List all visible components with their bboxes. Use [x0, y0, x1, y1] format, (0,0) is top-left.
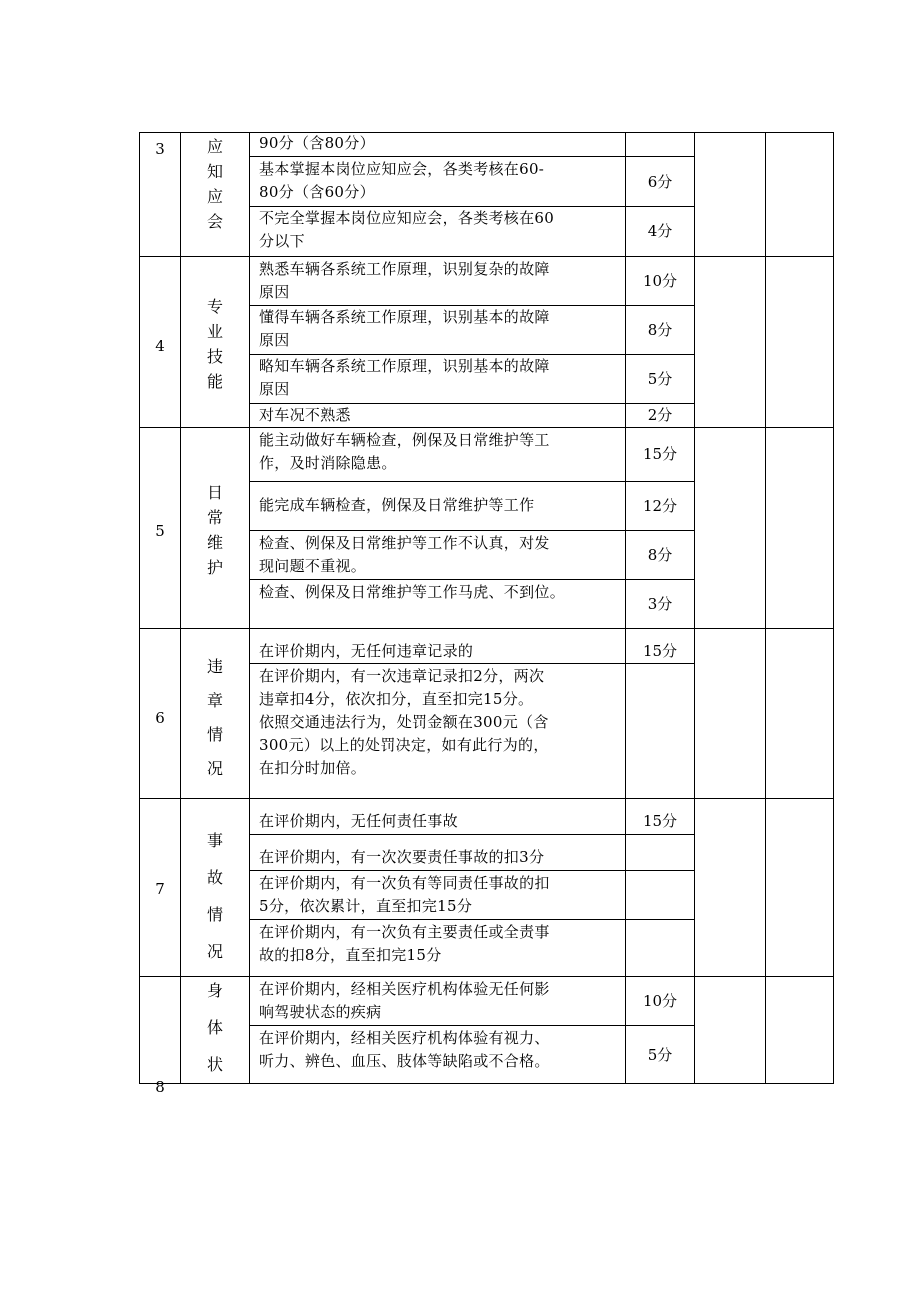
criterion-line: 懂得车辆各系统工作原理，识别基本的故障 [259, 308, 550, 326]
sub-row-divider [249, 1025, 695, 1026]
criterion-line: 300元）以上的处罚决定，如有此行为的， [259, 736, 549, 754]
category-char: 事 [206, 831, 223, 850]
criterion-score: 15分 [642, 812, 678, 830]
criterion-line: 原因 [259, 380, 290, 398]
criterion-line: 对车况不熟悉 [259, 406, 351, 424]
criterion-text [259, 1027, 550, 1073]
criterion-text [259, 404, 351, 427]
criterion-score: 2分 [647, 406, 673, 424]
criterion-text [259, 921, 550, 967]
criterion-score: 10分 [642, 272, 678, 290]
criterion-line: 违章扣4分，依次扣分，直至扣完15分。 [259, 690, 534, 708]
criterion-line: 在评价期内，无任何违章记录的 [259, 642, 474, 660]
category-char: 况 [206, 759, 223, 778]
row-divider [139, 427, 834, 428]
category-char: 能 [206, 372, 223, 391]
criterion-score: 8分 [647, 321, 673, 339]
category-char: 维 [206, 533, 223, 552]
criterion-line: 在评价期内，有一次违章记录扣2分，两次 [259, 667, 545, 685]
item-category [200, 294, 230, 394]
item-category [200, 822, 230, 970]
criterion-score: 5分 [647, 370, 673, 388]
criterion-text [259, 810, 458, 833]
criterion-line: 检查、例保及日常维护等工作马虎、不到位。 [259, 583, 566, 601]
criterion-text [259, 132, 375, 155]
criterion-line: 在评价期内，有一次负有等同责任事故的扣 [259, 874, 550, 892]
sub-row-divider [249, 481, 695, 482]
criterion-line: 在扣分时加倍。 [259, 759, 367, 777]
criterion-text [259, 640, 473, 663]
criterion-text [259, 258, 550, 304]
table-border-bottom [139, 1083, 834, 1084]
column-divider [180, 132, 181, 1084]
category-char: 应 [206, 187, 223, 206]
sub-row-divider [249, 663, 695, 664]
criterion-line: 检查、例保及日常维护等工作不认真，对发 [259, 534, 550, 552]
item-number: 4 [155, 337, 165, 355]
category-char: 故 [206, 868, 223, 887]
criterion-text [259, 207, 554, 253]
category-char: 体 [206, 1018, 223, 1037]
criterion-score: 5分 [647, 1046, 673, 1064]
item-number: 8 [155, 1078, 165, 1096]
criterion-line: 分以下 [259, 232, 305, 250]
sub-row-divider [249, 870, 695, 871]
criterion-line: 不完全掌握本岗位应知应会，各类考核在60 [259, 209, 555, 227]
criterion-line: 作，及时消除隐患。 [259, 454, 397, 472]
criterion-text [259, 355, 550, 401]
item-number: 7 [155, 880, 165, 898]
category-char: 日 [206, 483, 223, 502]
criterion-score: 15分 [642, 445, 678, 463]
criterion-line: 原因 [259, 283, 290, 301]
criterion-line: 现问题不重视。 [259, 557, 367, 575]
column-divider [694, 132, 695, 1084]
item-number: 6 [155, 709, 165, 727]
category-char: 情 [206, 905, 223, 924]
criterion-score: 15分 [642, 642, 678, 660]
criterion-line: 熟悉车辆各系统工作原理，识别复杂的故障 [259, 260, 550, 278]
criterion-line: 听力、辨色、血压、肢体等缺陷或不合格。 [259, 1052, 550, 1070]
category-char: 况 [206, 942, 223, 961]
criterion-line: 原因 [259, 331, 290, 349]
criterion-line: 在评价期内，经相关医疗机构体验有视力、 [259, 1029, 550, 1047]
category-char: 情 [206, 725, 223, 744]
sub-row-divider [249, 156, 695, 157]
criterion-line: 能主动做好车辆检查，例保及日常维护等工 [259, 431, 550, 449]
row-divider [139, 976, 834, 977]
category-char: 应 [206, 137, 223, 156]
criterion-line: 在评价期内，经相关医疗机构体验无任何影 [259, 980, 550, 998]
sub-row-divider [249, 919, 695, 920]
criterion-text [259, 494, 534, 517]
criterion-text [259, 429, 550, 475]
row-divider [139, 132, 834, 133]
criterion-text [259, 158, 544, 204]
category-char: 业 [206, 322, 223, 341]
criterion-line: 基本掌握本岗位应知应会，各类考核在60- [259, 160, 545, 178]
category-char: 违 [206, 657, 223, 676]
category-char: 会 [206, 212, 223, 231]
criterion-text [259, 846, 544, 869]
category-char: 护 [206, 558, 223, 577]
criterion-line: 依照交通违法行为，处罚金额在300元（含 [259, 713, 549, 731]
criterion-line: 在评价期内，有一次负有主要责任或全责事 [259, 923, 550, 941]
item-category [200, 480, 230, 580]
column-divider [765, 132, 766, 1084]
row-divider [139, 798, 834, 799]
criterion-text [259, 665, 549, 780]
criterion-text [259, 978, 550, 1024]
criterion-score: 4分 [647, 222, 673, 240]
category-char: 知 [206, 162, 223, 181]
criterion-score: 6分 [647, 173, 673, 191]
criterion-line: 故的扣8分，直至扣完15分 [259, 946, 442, 964]
criterion-line: 90分（含80分） [259, 134, 375, 152]
sub-row-divider [249, 530, 695, 531]
row-divider [139, 256, 834, 257]
item-number: 3 [155, 140, 165, 158]
criterion-text [259, 306, 550, 352]
item-category [200, 650, 230, 786]
criterion-score: 12分 [642, 497, 678, 515]
column-divider [249, 132, 250, 1084]
criterion-text [259, 872, 550, 918]
category-char: 身 [206, 981, 223, 1000]
category-char: 章 [206, 691, 223, 710]
criterion-score: 3分 [647, 595, 673, 613]
sub-row-divider [249, 834, 695, 835]
table-border-right [833, 132, 834, 1084]
category-char: 状 [206, 1055, 223, 1074]
table-border-left [139, 132, 140, 1084]
criterion-line: 在评价期内，有一次次要责任事故的扣3分 [259, 848, 545, 866]
category-char: 专 [206, 297, 223, 316]
item-number: 5 [155, 522, 165, 540]
sub-row-divider [249, 579, 695, 580]
item-category [200, 978, 230, 1077]
row-divider [139, 628, 834, 629]
criterion-text [259, 581, 565, 604]
criterion-score: 10分 [642, 992, 678, 1010]
criterion-line: 5分，依次累计，直至扣完15分 [259, 897, 473, 915]
criterion-line: 能完成车辆检查，例保及日常维护等工作 [259, 496, 535, 514]
criterion-line: 响驾驶状态的疾病 [259, 1003, 382, 1021]
criterion-line: 80分（含60分） [259, 183, 375, 201]
category-char: 常 [206, 508, 223, 527]
item-category [200, 134, 230, 234]
category-char: 技 [206, 347, 223, 366]
criterion-text [259, 532, 550, 578]
criterion-line: 略知车辆各系统工作原理，识别基本的故障 [259, 357, 550, 375]
criterion-line: 在评价期内，无任何责任事故 [259, 812, 458, 830]
criterion-score: 8分 [647, 546, 673, 564]
